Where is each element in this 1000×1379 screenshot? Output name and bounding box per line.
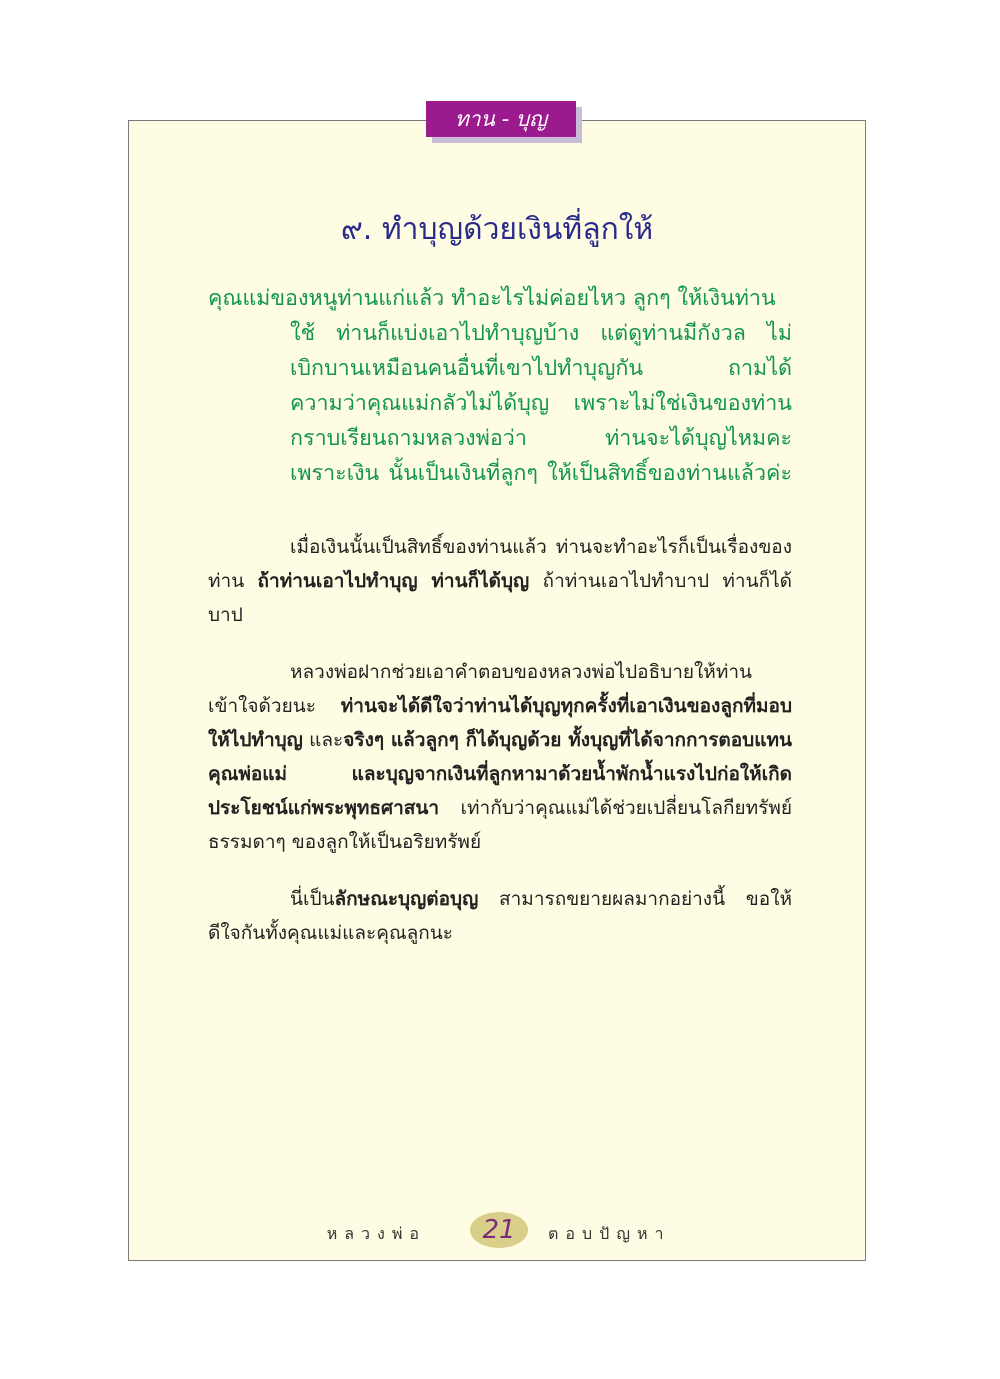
question-line: ความว่าคุณแม่กลัวไม่ได้บุญ เพราะไม่ใช่เงินของท่าน xyxy=(290,391,792,416)
answer-text: สามารถขยายผลมากอย่างนี้ ขอให้ดีใจกันทั้งคุณแม่และคุณลูกนะ xyxy=(208,888,792,944)
answer-text: และ xyxy=(302,729,344,751)
answer-paragraph-1 xyxy=(208,530,792,632)
chapter-title: ๙. ทำบุญด้วยเงินที่ลูกให้ xyxy=(340,212,654,247)
question-block xyxy=(208,281,792,491)
answer-emphasis: ลักษณะบุญต่อบุญ xyxy=(334,888,479,910)
answer-text: หลวงพ่อฝากช่วยเอาคำตอบของหลวงพ่อไปอธิบายให้ท่านเข้าใจด้วยนะ xyxy=(208,661,753,717)
question-line: ใช้ ท่านก็แบ่งเอาไปทำบุญบ้าง แต่ดูท่านมีกังวล ไม่ xyxy=(290,321,792,346)
question-line: เบิกบานเหมือนคนอื่นที่เขาไปทำบุญกัน ถามได้ xyxy=(290,356,792,381)
answer-paragraph-2 xyxy=(208,655,792,859)
answer-emphasis: ถ้าท่านเอาไปทำบุญ ท่านก็ได้บุญ xyxy=(257,570,530,592)
answer-text: เท่ากับว่าคุณแม่ได้ช่วยเปลี่ยนโลกียทรัพย์ธรรมดาๆ ของลูกให้เป็นอริยทรัพย์ xyxy=(208,797,792,853)
page-number: 21 xyxy=(470,1212,528,1248)
page-footer xyxy=(128,1212,866,1252)
answer-text: ถ้าท่านเอาไปทำบาป ท่านก็ได้บาป xyxy=(208,570,792,626)
question-line: เพราะเงิน นั้นเป็นเงินที่ลูกๆ ให้เป็นสิทธิ์ของท่านแล้วค่ะ xyxy=(290,461,792,486)
section-tag: ทาน - บุญ xyxy=(426,101,576,137)
answer-emphasis: จริงๆ แล้วลูกๆ ก็ได้บุญด้วย ทั้งบุญที่ได้จากการตอบแทนคุณพ่อแม่ และบุญจากเงินที่ลูกหามาด้วยน้ำพักน้ำแรงไปก่อให้เกิดประโยชน์แก่พระพุทธศาสนา xyxy=(208,729,792,819)
footer-right-text: ตอบปัญหา xyxy=(548,1224,671,1243)
question-line: กราบเรียนถามหลวงพ่อว่า ท่านจะได้บุญไหมคะ xyxy=(290,426,792,451)
answer-emphasis: ท่านจะได้ดีใจว่าท่านได้บุญทุกครั้งที่เอาเงินของลูกที่มอบให้ไปทำบุญ xyxy=(208,695,792,751)
answer-paragraph-3 xyxy=(208,882,792,950)
answer-text: เมื่อเงินนั้นเป็นสิทธิ์ของท่านแล้ว ท่านจะทำอะไรก็เป็นเรื่องของท่าน xyxy=(208,536,792,592)
question-line: คุณแม่ของหนูท่านแก่แล้ว ทำอะไรไม่ค่อยไหว ลูกๆ ให้เงินท่าน xyxy=(208,286,776,311)
answer-text: นี่เป็น xyxy=(290,888,335,910)
answer-block xyxy=(208,530,792,973)
footer-left-text: หลวงพ่อ xyxy=(326,1224,426,1243)
